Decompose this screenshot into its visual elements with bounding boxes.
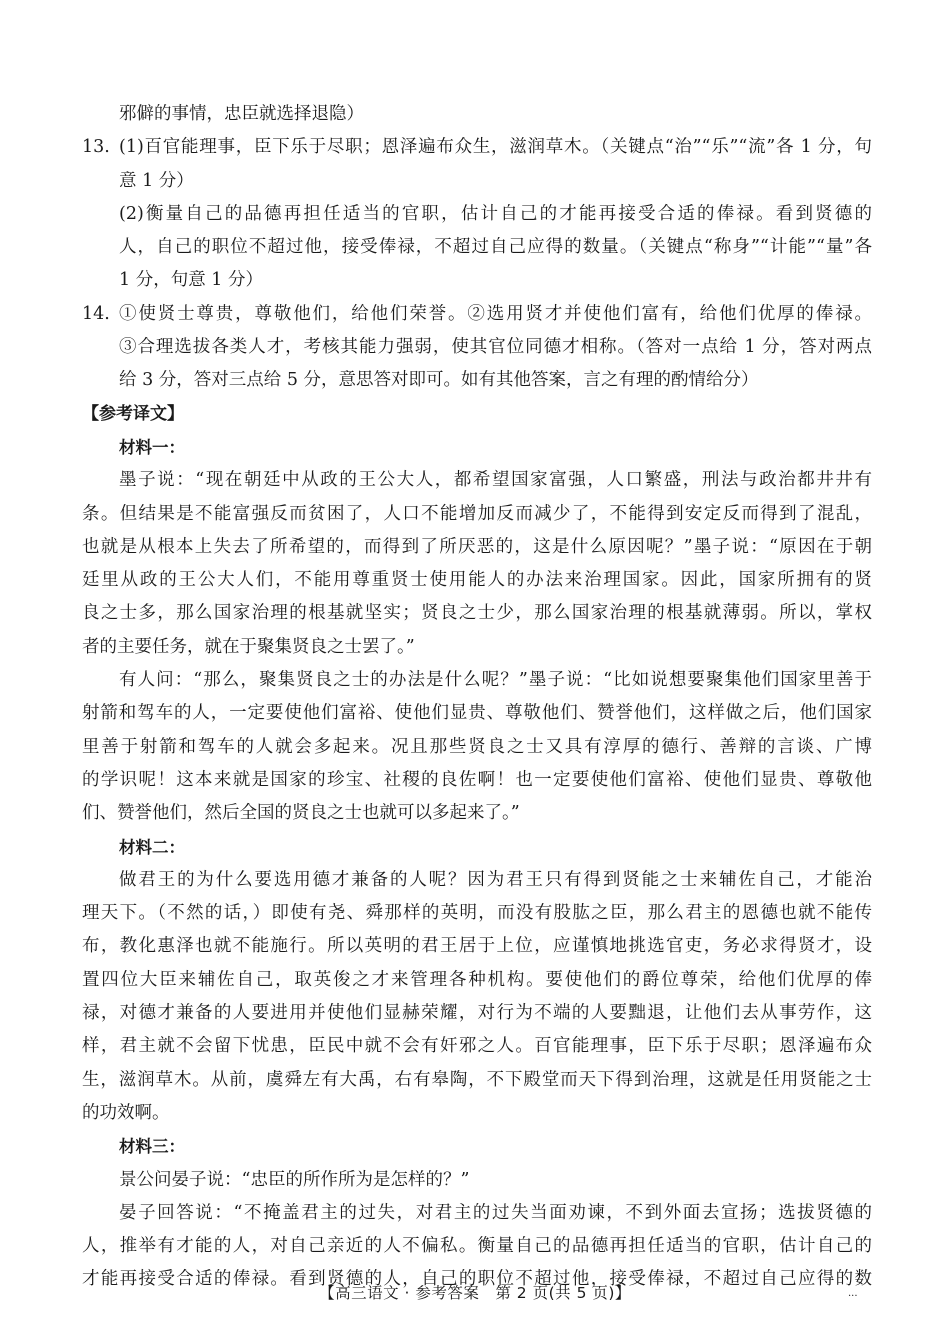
paragraph-line: 景公问晏子说：“忠臣的所作所为是怎样的？” (119, 1169, 470, 1190)
material-2-title: 材料二： (119, 837, 185, 857)
paragraph-line: 才能再接受合适的俸禄。看到贤德的人，自己的职位不超过他，接受俸禄，不超过自己应得的数 (82, 1269, 872, 1290)
q14-line-3: 给 3 分，答对三点给 5 分，意思答对即可。如有其他答案，言之有理的酌情给分） (119, 370, 759, 391)
material-1-title: 材料一： (119, 437, 185, 457)
answer-page (82, 98, 872, 1297)
paragraph-line: 置四位大臣来辅佐自己，取英俊之才来管理各种机构。要使他们的爵位尊荣，给他们优厚的俸 (82, 969, 872, 990)
paragraph-line: 射箭和驾车的人，一定要使他们富裕、使他们显贵、尊敬他们、赞誉他们，这样做之后，他们国家 (82, 703, 872, 724)
paragraph-line: 良之士多，那么国家治理的根基就坚实；贤良之士少，那么国家治理的根基就薄弱。所以，掌权 (82, 603, 872, 624)
paragraph-line: 里善于射箭和驾车的人就会多起来。况且那些贤良之士又具有淳厚的德行、善辩的言谈、广博 (82, 736, 872, 757)
q14-line-2: ③合理选拔各类人才，考核其能力强弱，使其官位同德才相称。（答对一点给 1 分，答对两点 (119, 337, 872, 358)
page-footer: 【高三语文 · 参考答案 第 2 页(共 5 页)】 (319, 1284, 631, 1302)
q13-line-3: (2)衡量自己的品德再担任适当的官职，估计自己的才能再接受合适的俸禄。看到贤德的 (119, 203, 872, 224)
paragraph-line: 也就是从根本上失去了所希望的，而得到了所厌恶的，这是什么原因呢？”墨子说：“原因在于朝 (82, 536, 872, 557)
material-1-paragraph-2 (82, 664, 872, 830)
q13-line-1 (82, 131, 872, 164)
corner-mark: ... (848, 1288, 858, 1299)
question-number: 14. (82, 303, 110, 324)
q13-line-4: 人，自己的职位不超过他，接受俸禄，不超过自己应得的数量。（关键点“称身”“计能”“量”各 (119, 237, 872, 258)
paragraph-line: 做君王的为什么要选用德才兼备的人呢？因为君王只有得到贤能之士来辅佐自己，才能治 (119, 869, 872, 890)
material-3-title: 材料三： (119, 1137, 185, 1157)
q13-text: (1)百官能理事，臣下乐于尽职；恩泽遍布众生，滋润草木。（关键点“治”“乐”“流”各 1 分，句 (119, 137, 872, 158)
paragraph-line: 墨子说：“现在朝廷中从政的王公大人，都希望国家富强，人口繁盛，刑法与政治都井井有 (119, 470, 872, 491)
paragraph-line: 条。但结果是不能富强反而贫困了，人口不能增加反而减少了，不能得到安定反而得到了混乱， (82, 503, 872, 524)
paragraph-line: 晏子回答说：“不掩盖君主的过失，对君主的过失当面劝谏，不到外面去宣扬；选拔贤德的 (119, 1202, 872, 1223)
paragraph-line: 们、赞誉他们，然后全国的贤良之士也就可以多起来了。” (82, 803, 520, 824)
material-1-paragraph-1 (82, 464, 872, 664)
paragraph-line: 有人问：“那么，聚集贤良之士的办法是什么呢？”墨子说：“比如说想要聚集他们国家里善于 (119, 670, 872, 691)
paragraph-line: 人，推举有才能的人，对自己亲近的人不偏私。衡量自己的品德再担任适当的官职，估计自己的 (82, 1236, 872, 1257)
paragraph-line: 生，滋润草木。从前，虞舜左有大禹，右有皋陶，不下殿堂而天下得到治理，这就是任用贤能之士 (82, 1069, 872, 1090)
question-number: 13. (82, 137, 110, 158)
material-3-paragraph-1 (82, 1164, 872, 1197)
paragraph-line: 者的主要任务，就在于聚集贤良之士罢了。” (82, 636, 415, 657)
paragraph-line: 禄，对德才兼备的人要进用并使他们显赫荣耀，对行为不端的人要黜退，让他们去从事劳作，这 (82, 1003, 872, 1024)
paragraph-line: 的学识呢！这本来就是国家的珍宝、社稷的良佐啊！也一定要使他们富裕、使他们显贵、尊敬他 (82, 769, 872, 790)
paragraph-line: 样，君主就不会留下忧患，臣民中就不会有奸邪之人。百官能理事，臣下乐于尽职；恩泽遍布众 (82, 1036, 872, 1057)
q14-text: ①使贤士尊贵，尊敬他们，给他们荣誉。②选用贤才并使他们富有，给他们优厚的俸禄。 (119, 303, 872, 324)
q13-line-2: 意 1 分） (119, 170, 194, 191)
q14-line-1 (82, 298, 872, 331)
paragraph-line: 的功效啊。 (82, 1102, 170, 1123)
q13-line-5: 1 分，句意 1 分） (119, 270, 263, 291)
material-2-paragraph-1 (82, 864, 872, 1130)
translation-heading: 【参考译文】 (82, 403, 184, 424)
q12-tail: 邪僻的事情，忠臣就选择退隐） (119, 104, 364, 124)
paragraph-line: 廷里从政的王公大人们，不能用尊重贤士使用能人的办法来治理国家。因此，国家所拥有的贤 (82, 570, 872, 591)
paragraph-line: 理天下。（不然的话，）即使有尧、舜那样的英明，而没有股肱之臣，那么君主的恩德也就不能传 (82, 903, 872, 924)
paragraph-line: 布，教化惠泽也就不能施行。所以英明的君王居于上位，应谨慎地挑选官吏，务必求得贤才，设 (82, 936, 872, 957)
